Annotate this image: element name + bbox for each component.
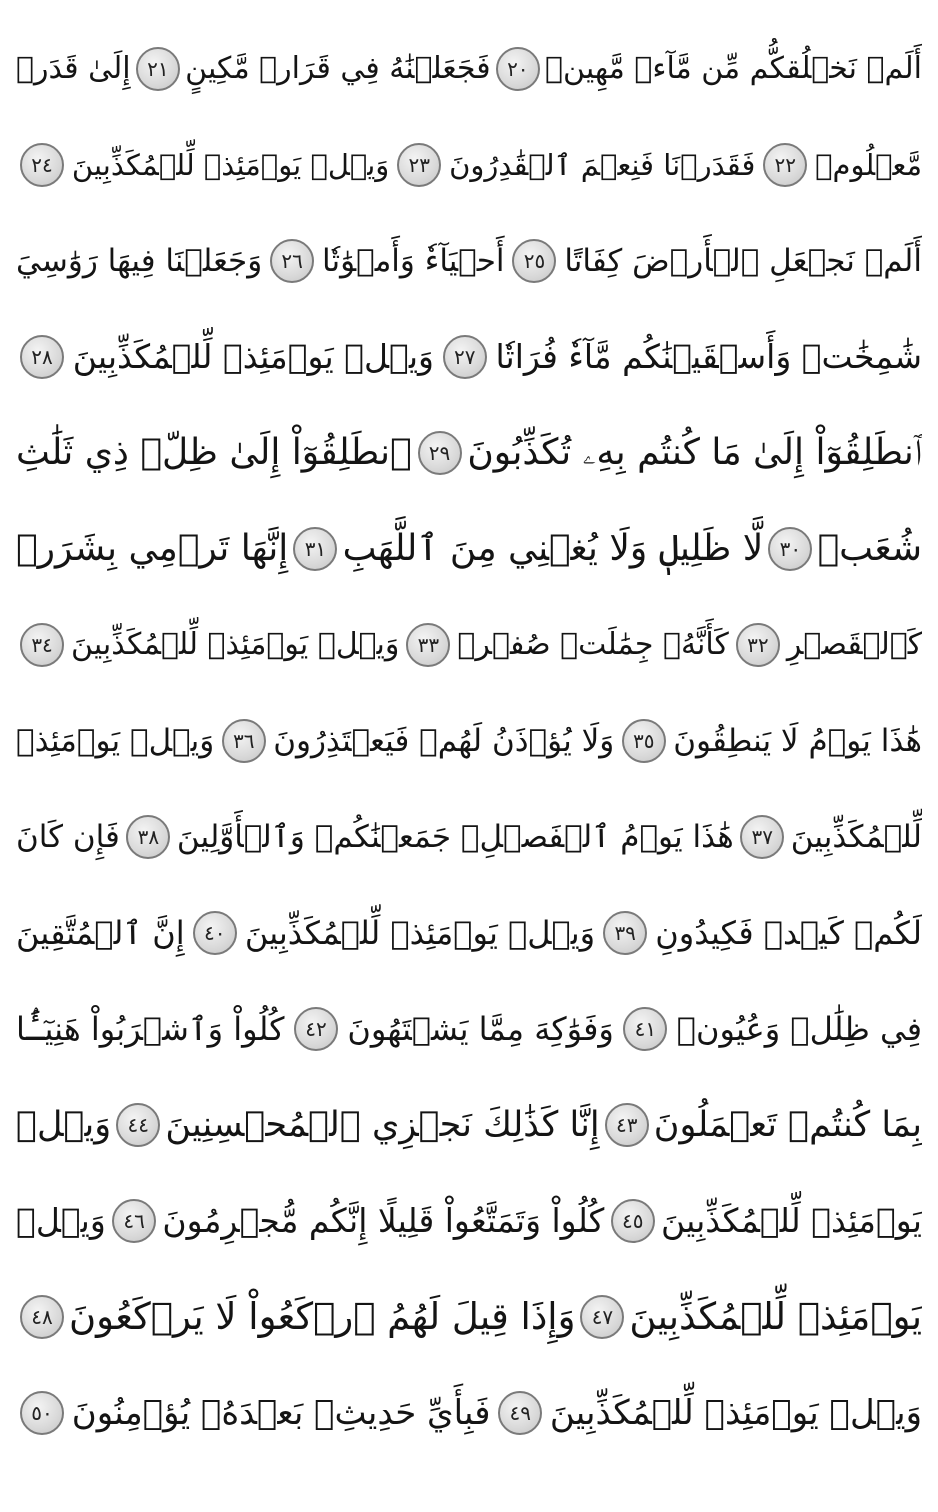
verse-line-6 (16, 502, 922, 596)
ayah-marker-44: ٤٤ (116, 1103, 160, 1147)
verse-text: وَجَعَلۡنَا فِيهَا رَوَٰسِيَ (16, 243, 263, 279)
verse-text: لَكُمۡ كَيۡدٞ فَكِيدُونِ (655, 914, 922, 952)
verse-text: وَيۡلٞ (16, 1105, 112, 1145)
verse-text: فَقَدَرۡنَا فَنِعۡمَ ٱلۡقَٰدِرُونَ (449, 148, 756, 182)
verse-text: شُعَبٖ (817, 528, 922, 569)
ayah-marker-32: ٣٢ (736, 623, 780, 667)
verse-line-7 (16, 598, 922, 692)
ayah-marker-34: ٣٤ (20, 623, 64, 667)
ayah-marker-25: ٢٥ (512, 239, 556, 283)
ayah-marker-48: ٤٨ (20, 1295, 64, 1339)
ayah-marker-26: ٢٦ (270, 239, 314, 283)
verse-line-15 (16, 1366, 922, 1460)
verse-text: وَيۡلٞ يَوۡمَئِذٖ لِّلۡمُكَذِّبِينَ (244, 914, 596, 952)
verse-line-1 (16, 22, 922, 116)
ayah-marker-31: ٣١ (293, 527, 337, 571)
verse-line-8 (16, 694, 922, 788)
verse-text: وَيۡلٞ يَوۡمَئِذٖ لِّلۡمُكَذِّبِينَ (549, 1393, 922, 1433)
verse-text: وَيۡلٞ (16, 1201, 106, 1240)
verse-text: كَٱلۡقَصۡرِ (786, 627, 922, 662)
verse-text: يَوۡمَئِذٖ لِّلۡمُكَذِّبِينَ (629, 1295, 922, 1338)
verse-text: يَوۡمَئِذٖ لِّلۡمُكَذِّبِينَ (661, 1201, 922, 1240)
verse-text: فَبِأَيِّ حَدِيثِۭ بَعۡدَهُۥ يُؤۡمِنُونَ (71, 1393, 491, 1433)
ayah-marker-36: ٣٦ (222, 719, 266, 763)
ayah-marker-35: ٣٥ (622, 719, 666, 763)
ayah-marker-45: ٤٥ (611, 1199, 655, 1243)
verse-text: بِمَا كُنتُمۡ تَعۡمَلُونَ (653, 1105, 922, 1145)
ayah-marker-39: ٣٩ (603, 911, 647, 955)
ayah-marker-29: ٢٩ (418, 431, 462, 475)
verse-text: وَإِذَا قِيلَ لَهُمُ ٱرۡكَعُواْ لَا يَرۡكَعُونَ (69, 1295, 576, 1338)
verse-line-13 (16, 1174, 922, 1268)
ayah-marker-43: ٤٣ (605, 1103, 649, 1147)
verse-line-2 (16, 118, 922, 212)
verse-text: شَٰمِخَٰتٖ وَأَسۡقَيۡنَٰكُم مَّآءٗ فُرَاتٗا (495, 337, 922, 376)
verse-line-5 (16, 406, 922, 500)
verse-line-14 (16, 1270, 922, 1364)
verse-text: لَّا ظَلِيلٖ وَلَا يُغۡنِي مِنَ ٱللَّهَبِ (342, 528, 764, 569)
verse-line-4 (16, 310, 922, 404)
verse-text: إِلَىٰ قَدَرٖ (16, 51, 131, 86)
verse-text: هَٰذَا يَوۡمُ ٱلۡفَصۡلِۖ جَمَعۡنَٰكُمۡ وَٱلۡأَوَّلِينَ (176, 819, 734, 855)
verse-text: أَحۡيَآءٗ وَأَمۡوَٰتٗا (322, 243, 505, 279)
verse-text: وَلَا يُؤۡذَنُ لَهُمۡ فَيَعۡتَذِرُونَ (273, 723, 615, 759)
ayah-marker-21: ٢١ (136, 47, 180, 91)
verse-text: وَيۡلٞ يَوۡمَئِذٖ لِّلۡمُكَذِّبِينَ (71, 148, 390, 182)
verse-text: إِنَّ ٱلۡمُتَّقِينَ (16, 914, 185, 952)
verse-text: إِنَّهَا تَرۡمِي بِشَرَرٖ (16, 528, 289, 569)
ayah-marker-33: ٣٣ (406, 623, 450, 667)
verse-text: إِنَّا كَذَٰلِكَ نَجۡزِي ٱلۡمُحۡسِنِينَ (165, 1105, 600, 1145)
verse-text: وَفَوَٰكِهَ مِمَّا يَشۡتَهُونَ (347, 1010, 614, 1048)
verse-text: كُلُواْ وَٱشۡرَبُواْ هَنِيٓـَٔۢا (16, 1010, 285, 1048)
verse-text: لِّلۡمُكَذِّبِينَ (790, 819, 922, 855)
ayah-marker-37: ٣٧ (740, 815, 784, 859)
ayah-marker-30: ٣٠ (768, 527, 812, 571)
ayah-marker-27: ٢٧ (443, 335, 487, 379)
verse-text: مَّعۡلُومٖ (815, 148, 922, 182)
verse-text: كَأَنَّهُۥ جِمَٰلَتٞ صُفۡرٞ (457, 627, 729, 662)
ayah-marker-23: ٢٣ (397, 143, 441, 187)
ayah-marker-22: ٢٢ (763, 143, 807, 187)
verse-line-11 (16, 982, 922, 1076)
ayah-marker-46: ٤٦ (112, 1199, 156, 1243)
verse-text: أَلَمۡ نَجۡعَلِ ٱلۡأَرۡضَ كِفَاتًا (564, 243, 922, 279)
ayah-marker-49: ٤٩ (498, 1391, 542, 1435)
ayah-marker-42: ٤٢ (294, 1007, 338, 1051)
verse-line-3 (16, 214, 922, 308)
ayah-marker-24: ٢٤ (20, 143, 64, 187)
ayah-marker-38: ٣٨ (126, 815, 170, 859)
ayah-marker-40: ٤٠ (193, 911, 237, 955)
verse-text: أَلَمۡ نَخۡلُقكُّم مِّن مَّآءٖ مَّهِينٖ (545, 51, 922, 86)
verse-line-12 (16, 1078, 922, 1172)
verse-text: كُلُواْ وَتَمَتَّعُواْ قَلِيلًا إِنَّكُم مُّجۡرِمُونَ (162, 1201, 605, 1240)
ayah-marker-47: ٤٧ (580, 1295, 624, 1339)
verse-text: فَإِن كَانَ (16, 819, 120, 855)
ayah-marker-28: ٢٨ (20, 335, 64, 379)
ayah-marker-41: ٤١ (623, 1007, 667, 1051)
verse-text: وَيۡلٞ يَوۡمَئِذٖ (16, 723, 215, 759)
ayah-marker-20: ٢٠ (496, 47, 540, 91)
verse-text: وَيۡلٞ يَوۡمَئِذٖ لِّلۡمُكَذِّبِينَ (71, 627, 400, 662)
ayah-marker-50: ٥٠ (20, 1391, 64, 1435)
verse-text: ٱنطَلِقُوٓاْ إِلَىٰ مَا كُنتُم بِهِۦ تُكَذِّبُونَ (467, 432, 922, 473)
verse-text: فِي ظِلَٰلٖ وَعُيُونٖ (676, 1010, 922, 1048)
verse-line-9 (16, 790, 922, 884)
verse-text: وَيۡلٞ يَوۡمَئِذٖ لِّلۡمُكَذِّبِينَ (72, 337, 434, 376)
verse-text: فَجَعَلۡنَٰهُ فِي قَرَارٖ مَّكِينٍ (185, 51, 491, 86)
verse-text: هَٰذَا يَوۡمُ لَا يَنطِقُونَ (673, 723, 922, 759)
verse-text: ٱنطَلِقُوٓاْ إِلَىٰ ظِلّٖ ذِي ثَلَٰثِ (16, 432, 412, 473)
verse-line-10 (16, 886, 922, 980)
